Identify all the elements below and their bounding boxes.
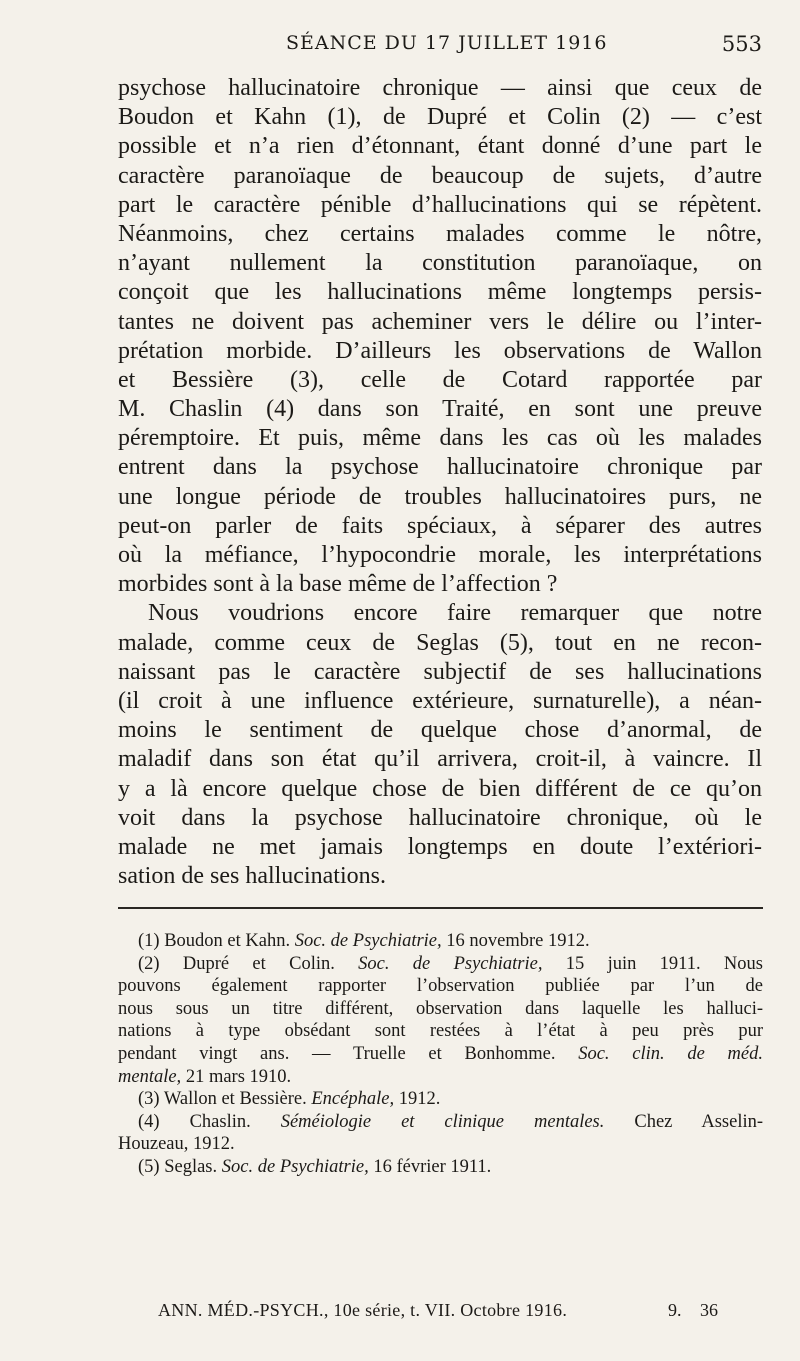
text-line: caractère paranoïaque de beaucoup de sujets, d’autre <box>118 162 762 189</box>
text-line: tantes ne doivent pas acheminer vers le délire ou l’inter- <box>118 308 762 335</box>
text-line: n’ayant nullement la constitution paranoïaque, on <box>118 250 762 277</box>
footnote-2-line: pouvons également rapporter l’observation publiée par l’un de <box>118 976 763 997</box>
text-line: sation de ses hallucinations. <box>118 863 386 890</box>
footnotes <box>118 930 763 1179</box>
journal-reference: ANN. MÉD.-PSYCH., 10e série, t. VII. Octobre 1916. <box>158 1300 568 1320</box>
text-line: part le caractère pénible d’hallucinations qui se répètent. <box>118 191 762 218</box>
page-header <box>118 32 762 62</box>
footnote-3: (3) Wallon et Bessière. Encéphale, 1912. <box>138 1089 441 1110</box>
text-line: entrent dans la psychose hallucinatoire chronique par <box>118 454 762 481</box>
text-line: malade, comme ceux de Seglas (5), tout en ne recon- <box>118 629 762 656</box>
text-line: voit dans la psychose hallucinatoire chronique, où le <box>118 804 762 831</box>
text-line: moins le sentiment de quelque chose d’anormal, de <box>118 717 762 744</box>
footnote-5: (5) Seglas. Soc. de Psychiatrie, 16 février 1911. <box>138 1156 492 1177</box>
main-text <box>118 74 762 891</box>
text-line: Néanmoins, chez certains malades comme le nôtre, <box>118 220 762 247</box>
text-line: péremptoire. Et puis, même dans les cas où les malades <box>118 425 762 452</box>
text-line: maladif dans son état qu’il arrivera, croit-il, à vaincre. Il <box>118 746 762 773</box>
footnote-2-line: mentale, 21 mars 1910. <box>118 1066 292 1087</box>
text-line: naissant pas le caractère subjectif de ses hallucinations <box>118 658 762 685</box>
footnote-2-line: nous sous un titre différent, observation dans laquelle les halluci- <box>118 998 763 1019</box>
footnote-4: (4) Chaslin. Séméiologie et clinique mentales. Chez Asselin- <box>138 1111 764 1132</box>
text-line: Nous voudrions encore faire remarquer que notre <box>148 600 762 627</box>
page-number: 553 <box>721 32 762 56</box>
footnote-rule <box>118 907 763 909</box>
text-line: où la méfiance, l’hypocondrie morale, les interprétations <box>118 542 762 568</box>
text-line: conçoit que les hallucinations même longtemps persis- <box>118 279 762 306</box>
footnote-2-line: pendant vingt ans. — Truelle et Bonhomme. Soc. clin. de méd. <box>118 1043 763 1064</box>
running-head: SÉANCE DU 17 JUILLET 1916 <box>286 32 608 54</box>
text-line: possible et n’a rien d’étonnant, étant donné d’une part le <box>118 133 762 160</box>
text-line: et Bessière (3), celle de Cotard rapportée par <box>118 366 762 393</box>
text-line: malade ne met jamais longtemps en doute l’extériori- <box>118 833 762 860</box>
text-line: peut-on parler de faits spéciaux, à séparer des autres <box>118 512 762 539</box>
text-line: prétation morbide. D’ailleurs les observations de Wallon <box>118 337 762 364</box>
text-line: Boudon et Kahn (1), de Dupré et Colin (2) — c’est <box>118 104 762 131</box>
footnote-2: (2) Dupré et Colin. Soc. de Psychiatrie, 15 juin 1911. Nous <box>138 953 763 974</box>
text-line: psychose hallucinatoire chronique — ainsi que ceux de <box>118 75 762 101</box>
footnote-4-line: Houzeau, 1912. <box>118 1134 235 1155</box>
text-line: y a là encore quelque chose de bien différent de ce qu’on <box>118 775 762 802</box>
footnote-1: (1) Boudon et Kahn. Soc. de Psychiatrie, 16 novembre 1912. <box>138 931 590 951</box>
text-line: morbides sont à la base même de l’affection ? <box>118 571 558 598</box>
printer-signature: 9. 36 <box>668 1300 718 1320</box>
text-line: une longue période de troubles hallucinatoires purs, ne <box>118 483 762 510</box>
text-line: M. Chaslin (4) dans son Traité, en sont une preuve <box>118 396 762 423</box>
text-line: (il croit à une influence extérieure, surnaturelle), a néan- <box>118 687 762 714</box>
footnote-2-line: nations à type obsédant sont restées à l’état à peu près pur <box>118 1021 763 1042</box>
